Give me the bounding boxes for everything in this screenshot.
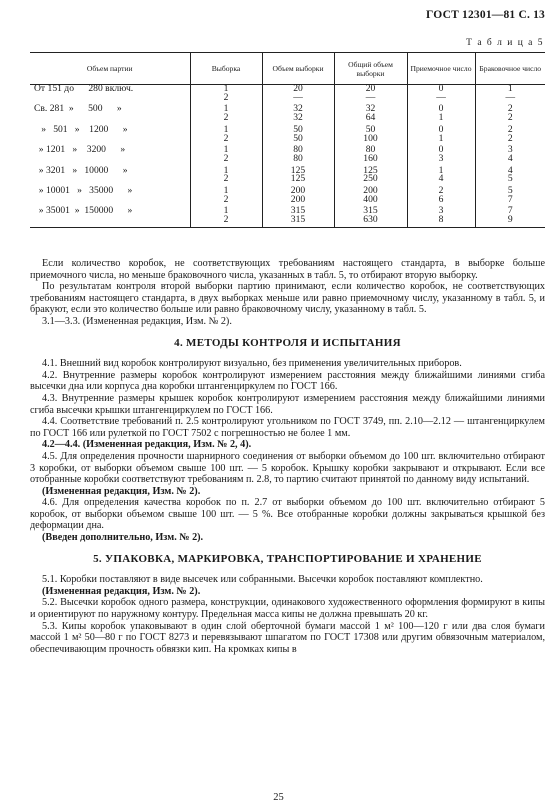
- party-size-cell: [30, 114, 190, 123]
- page-number: 25: [273, 792, 284, 803]
- party-size-cell: » 3201 » 10000 »: [34, 164, 128, 176]
- table-cell: 0: [407, 143, 475, 155]
- party-size-cell: [30, 216, 190, 227]
- table-cell: 1: [407, 135, 475, 144]
- table-cell: 80: [262, 155, 334, 164]
- paragraph: 5.3. Кипы коробок упаковывают в один слой оберточной бумаги массой 1 м² 100—120 г или два слоя бумаги массой 1 м² 50—80 г по ГОСТ 8273 и перевязывают шпагатом по ГОСТ 17308 или другим обвязочным материалом, обеспечивающим прочность обвязки кип. На кромках кипы в: [30, 620, 545, 655]
- table-cell: 32: [262, 102, 334, 114]
- table-cell: 1: [190, 164, 262, 176]
- table-row: [30, 135, 545, 144]
- table-cell: 4: [475, 155, 545, 164]
- table-row: [30, 175, 545, 184]
- table-cell: 2: [475, 114, 545, 123]
- table-cell: 315: [334, 204, 407, 216]
- table-cell: 2: [190, 155, 262, 164]
- party-size-cell: » 35001 » 150000 »: [34, 205, 133, 217]
- table-cell: 8: [407, 216, 475, 227]
- table-cell: 2: [190, 196, 262, 205]
- table-cell: 125: [262, 164, 334, 176]
- table-cell: 2: [190, 175, 262, 184]
- table-cell: —: [475, 94, 545, 103]
- table-row: [30, 204, 545, 216]
- table-cell: 315: [262, 204, 334, 216]
- table-row: [30, 196, 545, 205]
- table-cell: 2: [190, 216, 262, 227]
- running-header: ГОСТ 12301—81 С. 13: [426, 9, 545, 21]
- table-cell: 7: [475, 204, 545, 216]
- table-cell: 2: [407, 184, 475, 196]
- table-cell: 20: [334, 85, 407, 94]
- table-cell: 1: [407, 164, 475, 176]
- table-cell: 315: [262, 216, 334, 227]
- table-cell: —: [407, 94, 475, 103]
- table-cell: 6: [407, 196, 475, 205]
- table-cell: 200: [334, 184, 407, 196]
- table-cell: 2: [475, 102, 545, 114]
- amendment-note: (Введен дополнительно, Изм. № 2).: [42, 532, 204, 544]
- amendment-note: 4.2—4.4. (Измененная редакция, Изм. № 2, 4).: [42, 439, 252, 451]
- table-cell: 160: [334, 155, 407, 164]
- column-header: Выборка: [190, 53, 262, 85]
- column-header: Объем выборки: [262, 53, 334, 85]
- table-cell: 5: [475, 184, 545, 196]
- paragraph: 5.1. Коробки поставляют в виде высечек или собранными. Высечки коробок поставляют комплектно.: [42, 574, 483, 586]
- column-header: Приемочное число: [407, 53, 475, 85]
- paragraph: 4.2. Внутренние размеры коробок контролируют измерением расстояния между ближайшими линиями сгиба высечки дна или корпуса дна коробки штангенциркулем по ГОСТ 166.: [30, 369, 545, 393]
- table-row: [30, 102, 545, 114]
- table-row: [30, 184, 545, 196]
- table-cell: 80: [262, 143, 334, 155]
- amendment-note: (Измененная редакция, Изм. № 2).: [42, 485, 201, 497]
- table-cell: 32: [334, 102, 407, 114]
- table-cell: 1: [190, 85, 262, 94]
- party-size-cell: [30, 155, 190, 164]
- paragraph: 4.4. Соответствие требований п. 2.5 контролируют угольником по ГОСТ 3749, пп. 2.10—2.12 — штангенциркулем по ГОСТ 166 или рулеткой по ГОСТ 7502 с погрешностью не более 1 мм.: [30, 416, 545, 439]
- table-cell: 50: [262, 135, 334, 144]
- party-size-cell: [30, 135, 190, 144]
- party-size-cell: » 1201 » 3200 »: [34, 144, 126, 156]
- table-cell: 0: [407, 123, 475, 135]
- table-cell: 4: [475, 164, 545, 176]
- paragraph: Если количество коробок, не соответствующих требованиям настоящего стандарта, в выборке больше приемочного числа, но меньше браковочного числа, указанных в табл. 5, то отбирают вторую выборку.: [30, 258, 545, 281]
- table-cell: 1: [190, 123, 262, 135]
- paragraph: По результатам контроля второй выборки партию принимают, если количество коробок, не соответствующих требованиям настоящего стандарта, в двух выборках меньше или равно приемочному числу, указанному в табл. 5, и бракуют, если это количество больше или равно браковочному числу, указанному в табл. 5.: [30, 281, 545, 316]
- party-size-cell: Св. 281 » 500 »: [34, 103, 122, 115]
- table-caption: Т а б л и ц а 5: [466, 38, 544, 48]
- table-cell: 2: [190, 94, 262, 103]
- table-cell: 50: [262, 123, 334, 135]
- table-cell: 200: [262, 184, 334, 196]
- table-cell: —: [262, 94, 334, 103]
- table-row: [30, 164, 545, 176]
- table-cell: 400: [334, 196, 407, 205]
- table-cell: 1: [190, 204, 262, 216]
- table-cell: 32: [262, 114, 334, 123]
- party-size-cell: От 151 до 280 включ.: [34, 83, 134, 94]
- table-cell: 5: [475, 175, 545, 184]
- table-cell: 0: [407, 85, 475, 94]
- body-text: [30, 258, 545, 655]
- table-cell: 1: [190, 143, 262, 155]
- table-cell: 1: [475, 85, 545, 94]
- table-cell: 64: [334, 114, 407, 123]
- table-cell: 20: [262, 85, 334, 94]
- sampling-table: [30, 52, 545, 228]
- section-heading: 4. МЕТОДЫ КОНТРОЛЯ И ИСПЫТАНИЯ: [174, 336, 401, 349]
- table-cell: 80: [334, 143, 407, 155]
- table-cell: 250: [334, 175, 407, 184]
- table-cell: 2: [190, 135, 262, 144]
- column-header: Объем партии: [30, 53, 190, 85]
- table-row: [30, 114, 545, 123]
- party-size-cell: » 501 » 1200 »: [34, 123, 128, 135]
- table-cell: 200: [262, 196, 334, 205]
- paragraph: 4.6. Для определения качества коробок по п. 2.7 от выборки объемом до 100 шт. включительно отбирают 5 коробок, от выборки объемом свыше 100 шт. — 5 %. Все отобранные коробки должны закрываться крышкой без деформации дна.: [30, 497, 545, 532]
- column-header: Общий объем выборки: [334, 53, 407, 85]
- table-body: [30, 85, 545, 228]
- column-header: Браковочное число: [475, 53, 545, 85]
- paragraph: 5.2. Высечки коробок одного размера, конструкции, одинакового художественного оформления формируют в кипы и ориентируют по наружному контуру. Предельная масса кипы не должна превышать 20 кг.: [30, 597, 545, 621]
- section-heading: 5. УПАКОВКА, МАРКИРОВКА, ТРАНСПОРТИРОВАНИЕ И ХРАНЕНИЕ: [93, 552, 482, 565]
- table-cell: 3: [475, 143, 545, 155]
- table-cell: 125: [262, 175, 334, 184]
- table-cell: 1: [190, 102, 262, 114]
- paragraph: 3.1—3.3. (Измененная редакция, Изм. № 2).: [42, 315, 232, 327]
- table-cell: 3: [407, 155, 475, 164]
- amendment-note: (Измененная редакция, Изм. № 2).: [42, 585, 201, 597]
- paragraph: 4.1. Внешний вид коробок контролируют визуально, без применения увеличительных приборов.: [42, 358, 462, 370]
- table-cell: 4: [407, 175, 475, 184]
- table-cell: 9: [475, 216, 545, 227]
- table-cell: 3: [407, 204, 475, 216]
- table-cell: 1: [190, 184, 262, 196]
- party-size-cell: [30, 196, 190, 205]
- table-cell: 1: [407, 114, 475, 123]
- table-row: [30, 123, 545, 135]
- table-cell: 2: [475, 123, 545, 135]
- table-cell: 2: [190, 114, 262, 123]
- table-cell: 100: [334, 135, 407, 144]
- table-cell: 50: [334, 123, 407, 135]
- party-size-cell: » 10001 » 35000 »: [34, 185, 133, 197]
- party-size-cell: [30, 175, 190, 184]
- table-row: [30, 94, 545, 103]
- table-row: [30, 85, 545, 94]
- table-cell: 0: [407, 102, 475, 114]
- paragraph: 4.3. Внутренние размеры крышек коробок контролируют измерением расстояния между ближайшими линиями сгиба высечки крышки штангенциркулем по ГОСТ 166.: [30, 392, 545, 416]
- table-row: [30, 155, 545, 164]
- table-header-row: [30, 53, 545, 85]
- table-row: [30, 216, 545, 227]
- table-cell: 125: [334, 164, 407, 176]
- table-cell: —: [334, 94, 407, 103]
- party-size-cell: [30, 94, 190, 103]
- table-cell: 630: [334, 216, 407, 227]
- table-row: [30, 143, 545, 155]
- paragraph: 4.5. Для определения прочности шарнирного соединения от выборки объемом до 100 шт. включительно отбирают 3 коробки, от выборки объемом свыше 100 шт. — 5 коробок. Крышку коробки закрывают и открывают. Если все отобранные коробки соответствуют требованиям п. 2.8, то партию считают принятой по данному виду испытаний.: [30, 450, 545, 486]
- table-cell: 7: [475, 196, 545, 205]
- table-cell: 2: [475, 135, 545, 144]
